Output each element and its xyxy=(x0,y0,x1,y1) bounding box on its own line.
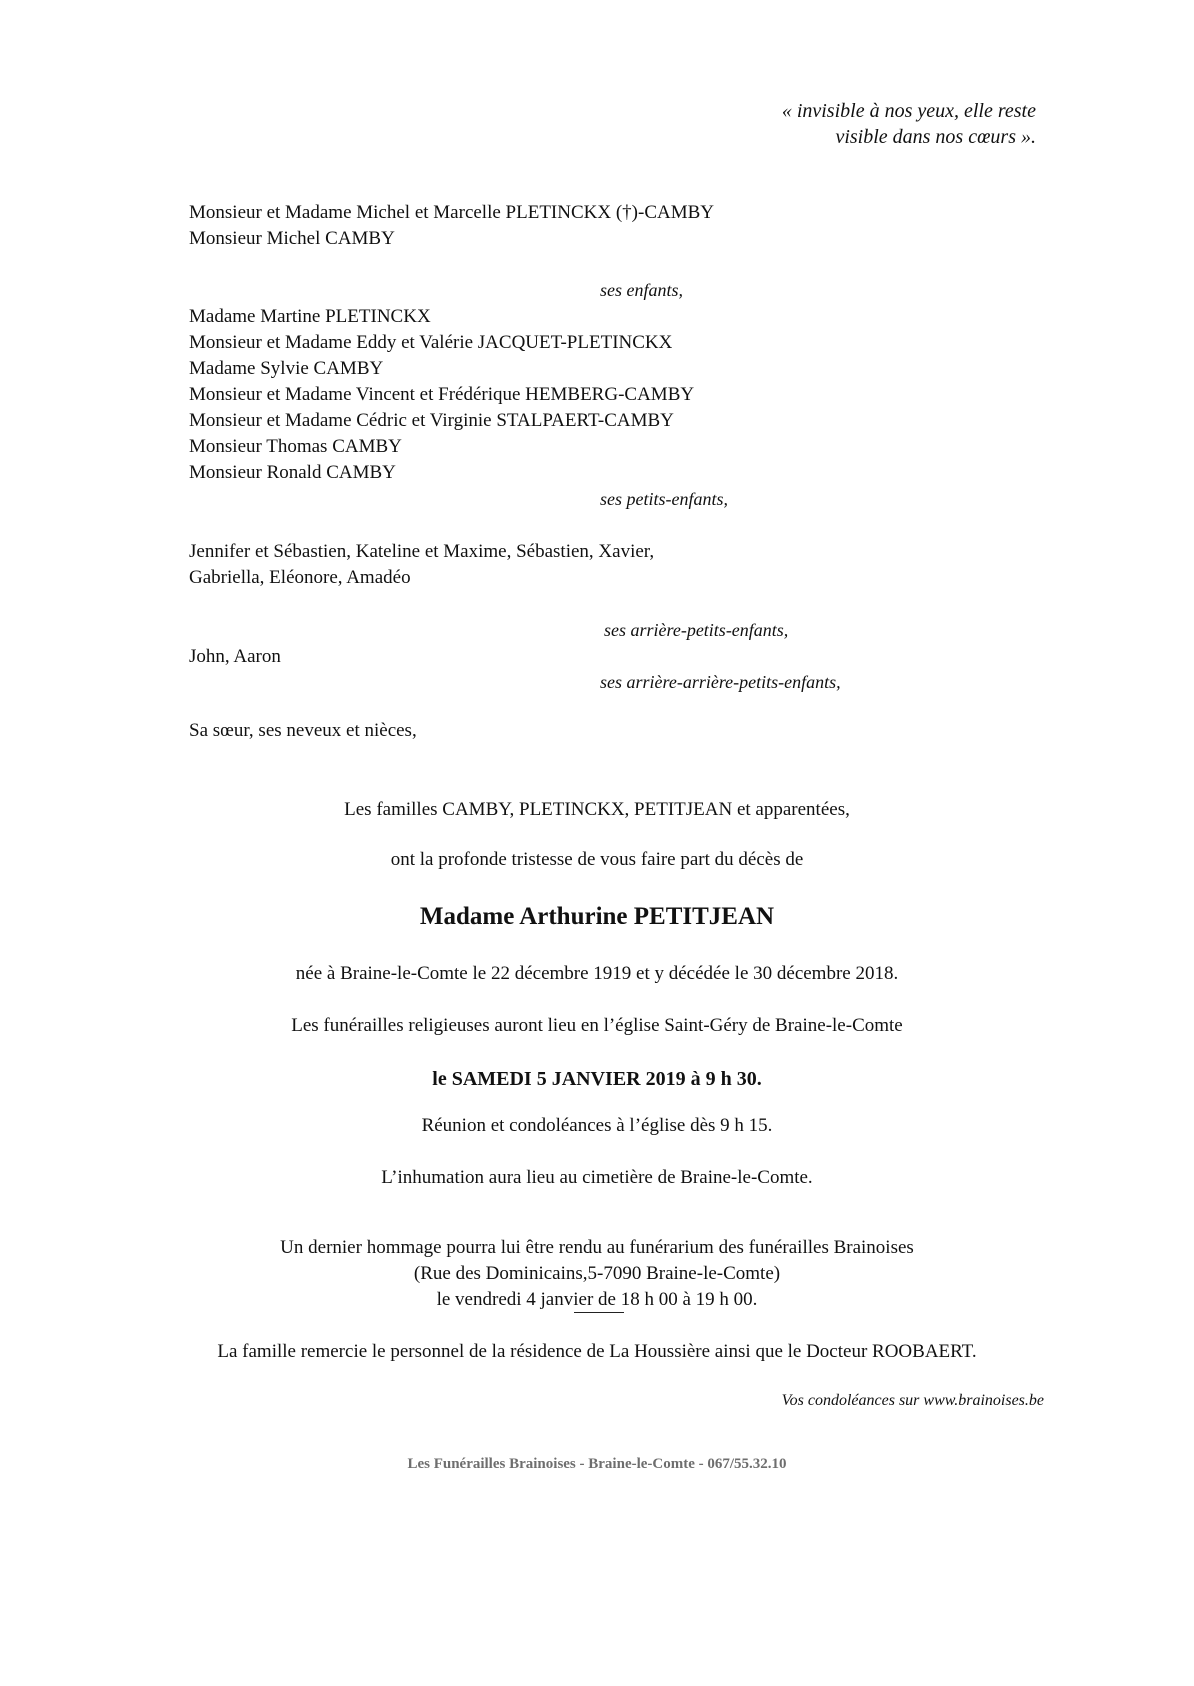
birth-death-line: née à Braine-le-Comte le 22 décembre 1919 et y décédée le 30 décembre 2018. xyxy=(295,963,899,984)
grandchild-name: Monsieur et Madame Vincent et Frédérique HEMBERG-CAMBY xyxy=(189,384,695,405)
sibling-line: Sa sœur, ses neveux et nièces, xyxy=(189,720,417,741)
children-name: Monsieur et Madame Michel et Marcelle PLETINCKX (†)-CAMBY xyxy=(189,202,715,223)
grandchildren-label: ses petits-enfants, xyxy=(600,489,728,509)
footer-contact: Les Funérailles Brainoises - Braine-le-Comte - 067/55.32.10 xyxy=(407,1456,787,1472)
children-label: ses enfants, xyxy=(600,280,683,300)
deceased-name: Madame Arthurine PETITJEAN xyxy=(419,903,775,930)
epigraph-line-1: « invisible à nos yeux, elle reste xyxy=(781,100,1036,122)
grandchild-name: Madame Sylvie CAMBY xyxy=(189,358,384,379)
great-grandchildren-names: Jennifer et Sébastien, Kateline et Maxime, Sébastien, Xavier, xyxy=(189,541,655,562)
thanks-line: La famille remercie le personnel de la résidence de La Houssière ainsi que le Docteur ROOBAERT. xyxy=(217,1341,977,1362)
great-great-grandchildren-names: John, Aaron xyxy=(189,646,281,667)
children-name: Monsieur Michel CAMBY xyxy=(189,228,395,249)
tribute-line-1: Un dernier hommage pourra lui être rendu au funérarium des funérailles Brainoises xyxy=(280,1237,914,1258)
funeral-date: le SAMEDI 5 JANVIER 2019 à 9 h 30. xyxy=(432,1068,762,1090)
burial-line: L’inhumation aura lieu au cimetière de Braine-le-Comte. xyxy=(381,1167,813,1188)
epigraph-line-2: visible dans nos cœurs ». xyxy=(835,126,1036,148)
great-grandchildren-names: Gabriella, Eléonore, Amadéo xyxy=(189,567,411,588)
grandchild-name: Monsieur et Madame Eddy et Valérie JACQUET-PLETINCKX xyxy=(189,332,673,353)
great-great-grandchildren-label: ses arrière-arrière-petits-enfants, xyxy=(600,672,841,692)
condolences-link[interactable]: Vos condoléances sur www.brainoises.be xyxy=(781,1392,1044,1409)
families-line: Les familles CAMBY, PLETINCKX, PETITJEAN et apparentées, xyxy=(344,799,850,820)
grandchild-name: Monsieur Thomas CAMBY xyxy=(189,436,402,457)
funeral-place: Les funérailles religieuses auront lieu en l’église Saint-Géry de Braine-le-Comte xyxy=(291,1015,903,1036)
grandchild-name: Monsieur et Madame Cédric et Virginie STALPAERT-CAMBY xyxy=(189,410,674,431)
grandchild-name: Madame Martine PLETINCKX xyxy=(189,306,431,327)
great-grandchildren-label: ses arrière-petits-enfants, xyxy=(604,620,789,640)
tribute-address: (Rue des Dominicains,5-7090 Braine-le-Comte) xyxy=(413,1263,781,1284)
grandchild-name: Monsieur Ronald CAMBY xyxy=(189,462,396,483)
announcement-intro: ont la profonde tristesse de vous faire part du décès de xyxy=(390,849,804,870)
meeting-line: Réunion et condoléances à l’église dès 9 h 15. xyxy=(421,1115,773,1136)
tribute-schedule: le vendredi 4 janvier de 18 h 00 à 19 h 00. xyxy=(436,1289,758,1310)
